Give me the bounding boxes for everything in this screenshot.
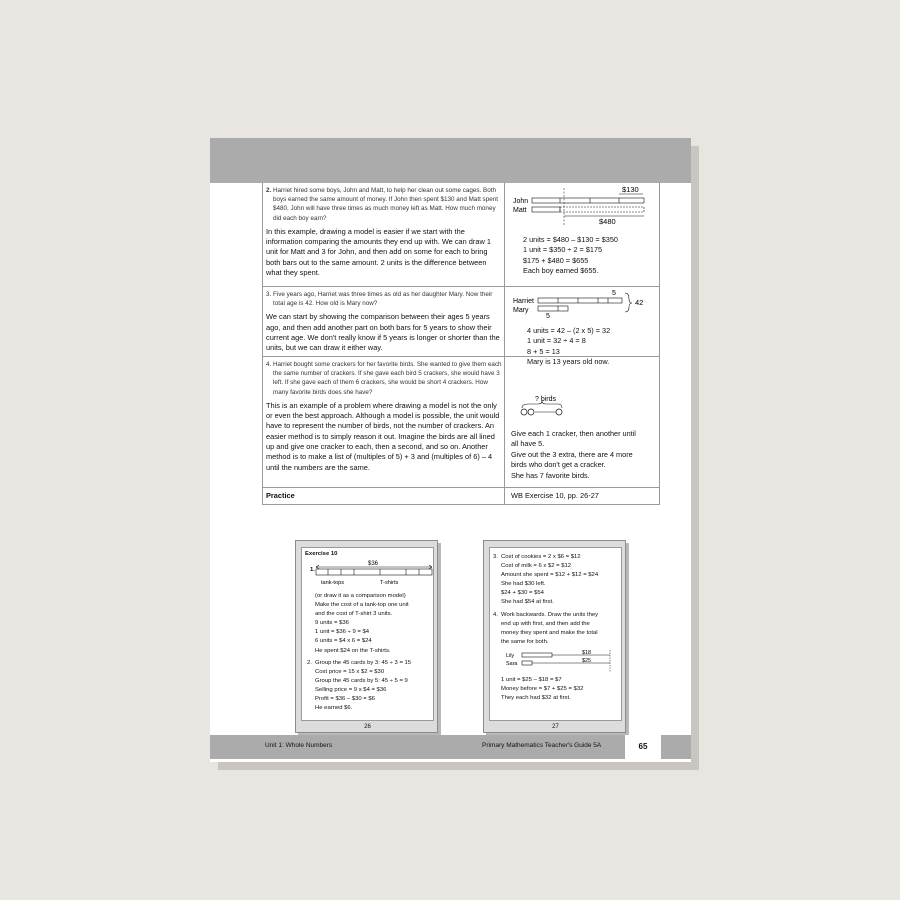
workbook-page-number-26: 26 (364, 724, 371, 730)
exercise-line: $24 + $30 = $54 (501, 590, 544, 597)
sara-bar (522, 661, 532, 665)
practice-row (263, 488, 659, 505)
exercise-line: Work backwards. Draw the units they (501, 612, 599, 618)
brace-42 (625, 293, 632, 312)
john-bar (532, 198, 644, 203)
mary-bar (538, 306, 568, 311)
exercise-line: Cost price = 15 x $2 = $30 (315, 669, 385, 676)
model-harriet-label: Harriet (513, 298, 535, 305)
exercise-line: the same for both. (501, 639, 549, 646)
exercise-3-steps (501, 553, 598, 608)
problem-3-row (263, 287, 659, 367)
problem-4-question: Harriet bought some crackers for her favorite birds. She wanted to give them each the same number of crackers. If she gave each bird 5 crackers, she would have 3 left. If she gave each of them 6 crackers, she would be short 4 crackers. How many favorite birds does she have? (273, 361, 502, 396)
practice-reference: WB Exercise 10, pp. 26-27 (511, 491, 599, 500)
problem-4-explanation: This is an example of a problem where drawing a model is not the only or even the best approach. Although a model is possible, the unit would have to represent the number of birds, not the number of crackers. An easier method is to simply reason it out. Imagine the birds are all lined up and give one cracker to each, then a second, and so on. Another method is to make a list of (multiples of 5) + 3 and (multiples of 6) – 4 until the numbers are the same. (266, 400, 500, 472)
solution-line: 2 units = $480 – $130 = $350 (523, 235, 618, 244)
exercise-line: Make the cost of a tank-top one unit (315, 602, 409, 609)
exercise-line: 1 unit = $36 ÷ 9 = $4 (315, 629, 369, 636)
exercise-line: (or draw it as a comparison model) (315, 593, 406, 599)
exercise-line: He spent $24 on the T-shirts. (315, 647, 391, 654)
tank-tops-label: tank-tops (321, 580, 345, 586)
exercise-1-bar (316, 569, 432, 575)
exercise-1-bar-model (314, 559, 434, 589)
solution-line: Mary is 13 years old now. (527, 357, 610, 367)
problem-2-bar-model (511, 183, 659, 227)
model-five-bottom: 5 (546, 313, 550, 320)
t-shirts-label: T-shirts (380, 580, 399, 586)
workbook-page-26-content (301, 547, 434, 721)
sara-label: Sara (506, 661, 518, 667)
exercise-line: They each had $32 at first. (501, 695, 571, 702)
problem-3-text (266, 290, 502, 354)
exercise-line: end up with first, and then add the (501, 621, 590, 628)
problem-2-row (263, 183, 659, 287)
exercise-line: Cost of milk = 6 x $2 = $12 (501, 563, 572, 570)
exercise-title: Exercise 10 (305, 551, 338, 557)
model-mary-label: Mary (513, 307, 529, 314)
problem-3-number: 3. (266, 291, 272, 298)
exercise-line: money they spent and make the total (501, 630, 598, 637)
exercise-line: 6 units = $4 x 6 = $24 (315, 638, 372, 645)
birds-label: ? birds (535, 396, 557, 403)
footer-book-title: Primary Mathematics Teacher's Guide 5A (482, 742, 602, 749)
exercise-line: 1 unit = $25 – $18 = $7 (501, 677, 562, 683)
model-480-label: $480 (599, 217, 616, 226)
problem-4-steps (511, 429, 639, 481)
exercise-4-intro (501, 611, 598, 647)
exercise-2-steps (315, 659, 411, 714)
exercise-line: She had $30 left. (501, 581, 546, 588)
exercise-item-2-number: 2. (307, 660, 312, 666)
model-matt-label: Matt (513, 207, 527, 214)
exercise-line: and the cost of T-shirt 3 units. (315, 611, 393, 618)
solution-line: 1 unit = $350 ÷ 2 = $175 (523, 245, 603, 255)
footer-page-number: 65 (625, 735, 661, 759)
solution-line: Each boy earned $655. (523, 266, 599, 276)
solution-line: Give each 1 cracker, then another until all have 5. (511, 429, 636, 449)
lily-bar (522, 653, 552, 657)
solution-line: $175 + $480 = $655 (523, 255, 589, 265)
exercise-line: 9 units = $36 (315, 620, 349, 627)
matt-bar-extension (560, 207, 644, 212)
exercise-line: Money before = $7 + $25 = $32 (501, 686, 584, 693)
exercise-item-3-number: 3. (493, 554, 498, 560)
solution-line: Give out the 3 extra, there are 4 more birds who don't get a cracker. (511, 449, 633, 470)
model-five-top: 5 (612, 290, 616, 297)
exercise-item-1-number: 1. (310, 567, 315, 573)
practice-label: Practice (266, 491, 295, 500)
problem-4-solution (511, 393, 659, 481)
exercise-line: Selling price = 9 x $4 = $36 (315, 687, 387, 694)
model-total-42: 42 (635, 298, 644, 307)
solution-line: She has 7 favorite birds. (511, 470, 590, 480)
problem-2-steps (523, 235, 659, 277)
workbook-page-26 (295, 540, 438, 733)
footer-unit: Unit 1: Whole Numbers (265, 742, 333, 749)
value-18-label: $18 (582, 650, 591, 656)
problem-2-question: Harriet hired some boys, John and Matt, to help her clean out some cages. Both boys earned the same amount of money. If John then spent $130 and Matt spent $480, John will have three times as much money left as Matt. How much money did each boy earn? (273, 187, 498, 222)
value-25-label: $25 (582, 658, 591, 664)
problem-4-row (263, 357, 659, 488)
bird-circle (556, 409, 562, 415)
problem-3-bar-model (511, 287, 659, 321)
solution-line: 1 unit = 32 ÷ 4 = 8 (527, 336, 586, 346)
lily-label: Lily (506, 653, 515, 659)
header-band (210, 138, 691, 183)
model-john-label: John (513, 198, 529, 205)
problem-3-question: Five years ago, Harriet was three times as old as her daughter Mary. Now their total age is 42. How old is Mary now? (273, 291, 493, 308)
model-130-label: $130 (622, 185, 639, 194)
exercise-line: Group the 45 cards by 5: 45 ÷ 5 = 9 (315, 678, 408, 685)
exercise-line: Amount she spent = $12 + $12 = $24 (501, 572, 599, 579)
lesson-table (262, 183, 660, 505)
model-36-label: $36 (368, 561, 379, 567)
exercise-item-4-number: 4. (493, 612, 498, 618)
problem-4-bird-model (511, 393, 659, 423)
solution-line: 4 units = 42 – (2 x 5) = 32 (527, 326, 611, 335)
problem-2-solution (511, 183, 659, 277)
exercise-4-steps (501, 676, 583, 703)
workbook-page-27-content (489, 547, 622, 721)
problem-3-explanation: We can start by showing the comparison between their ages 5 years ago, and then add another part on both bars for 5 years to show their current age. We don't really know if 5 years is longer or shorter than the units, but we can draw it either way. (266, 312, 500, 353)
exercise-1-steps (315, 592, 409, 656)
exercise-line: She had $54 at first. (501, 599, 554, 606)
harriet-bar (538, 298, 622, 303)
textbook-page (210, 138, 691, 762)
problem-4-text (266, 360, 502, 473)
problem-2-text (266, 186, 502, 278)
problem-4-number: 4. (266, 361, 272, 368)
exercise-line: He earned $6. (315, 705, 353, 712)
exercise-line: Cost of cookies = 2 x $6 = $12 (501, 554, 581, 560)
bird-circle (521, 409, 527, 415)
bird-circle (528, 409, 534, 415)
exercise-line: Group the 45 cards by 3: 45 ÷ 3 = 15 (315, 660, 412, 666)
workbook-page-number-27: 27 (552, 724, 559, 730)
problem-2-number: 2. (266, 187, 272, 194)
problem-2-explanation: In this example, drawing a model is easier if we start with the information comparing the amounts they end up with. We can draw 1 unit for Matt and 3 for John, and then add on some for each to bring both bars out to the same amount. 2 units is the difference between what they spent. (266, 226, 491, 277)
problem-3-solution (511, 287, 659, 368)
workbook-page-27 (483, 540, 626, 733)
matt-bar (532, 207, 560, 212)
exercise-4-bar-model (502, 650, 622, 672)
solution-line: 8 + 5 = 13 (527, 346, 560, 356)
exercise-line: Profit = $36 – $30 = $6 (315, 696, 375, 703)
